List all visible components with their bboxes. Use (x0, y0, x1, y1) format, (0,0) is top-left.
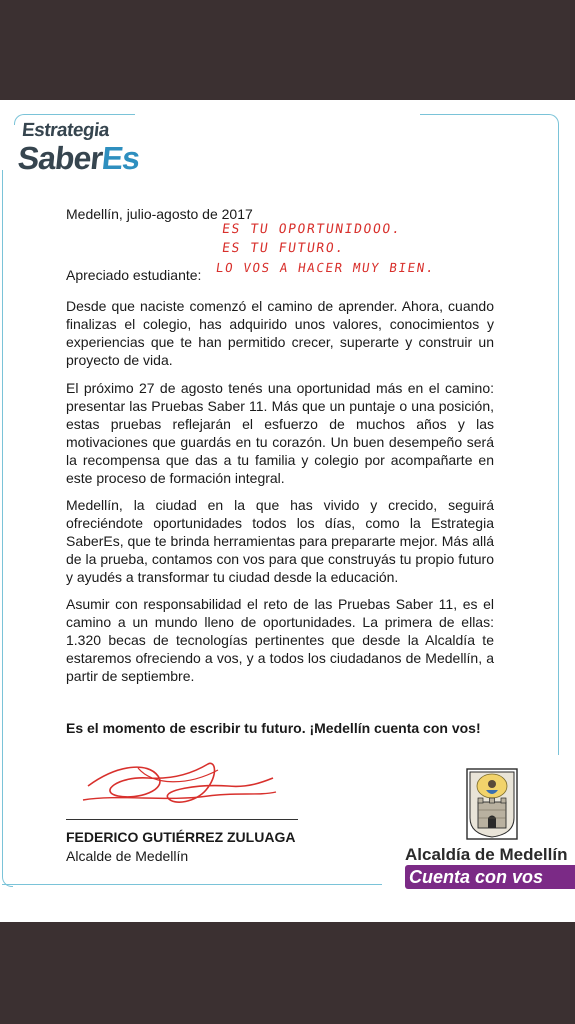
paragraph-3: Medellín, la ciudad en la que has vivido y crecido, seguirá ofreciéndote oportunidades todos los días, como la Estrategia SaberEs, que te brinda herramientas para prepararte mejor. Más allá de la prueba, contamos con vos para que construyás tu propio futuro y ayudés a transformar tu ciudad desde la educación. (66, 497, 494, 585)
handwritten-note-line-3: LO VOS A HACER MUY BIEN. (214, 260, 437, 275)
signatory-role: Alcalde de Medellín (66, 848, 189, 864)
letter-date: Medellín, julio-agosto de 2017 (66, 206, 253, 222)
paragraph-4: Asumir con responsabilidad el reto de las Pruebas Saber 11, es el camino a un mundo lleno de oportunidades. La primera de ellas: 1.320 becas de tecnologías pertinentes que desde la Alcaldía te estaremos ofreciendo a vos, y a todos los ciudadanos de Medellín, a partir de septiembre. (66, 596, 494, 684)
letter-greeting: Apreciado estudiante: (66, 267, 202, 283)
handwritten-note-line-1: ES TU OPORTUNIDOOO. (220, 222, 403, 237)
signatory-name: FEDERICO GUTIÉRREZ ZULUAGA (66, 829, 296, 845)
logo-saber: Saber (16, 140, 104, 176)
logo-line1: Estrategia (20, 120, 111, 141)
handwritten-note-line-2: ES TU FUTURO. (220, 241, 346, 256)
frame-bottom (2, 884, 382, 885)
alcaldia-slogan: Cuenta con vos (405, 865, 575, 889)
medellin-coat-of-arms-icon (466, 768, 518, 840)
paragraph-1: Desde que naciste comenzó el camino de aprender. Ahora, cuando finalizas el colegio, has adquirido unos valores, conocimientos y experiencias que te han permitido crecer, superarte y construir un proyecto de vida. (66, 298, 494, 368)
paragraph-2: El próximo 27 de agosto tenés una oportunidad más en el camino: presentar las Pruebas Saber 11. Más que un puntaje o una posición, estas pruebas reflejarán el esfuerzo de muchos años y las motivaciones que guardás en tu corazón. Un buen desempeño será la recompensa que das a tu familia y colegio por acompañarte en este proceso de formación integral. (66, 380, 494, 486)
closing-line: Es el momento de escribir tu futuro. ¡Medellín cuenta con vos! (66, 720, 481, 736)
logo-es: Es (100, 140, 142, 176)
signature-scribble (78, 756, 278, 816)
frame-left (2, 170, 13, 887)
signature-line (66, 819, 298, 820)
estrategia-saberes-logo (16, 120, 142, 184)
alcaldia-name: Alcaldía de Medellín (405, 845, 568, 864)
letter-page (0, 100, 575, 922)
logo-line2 (16, 140, 141, 177)
